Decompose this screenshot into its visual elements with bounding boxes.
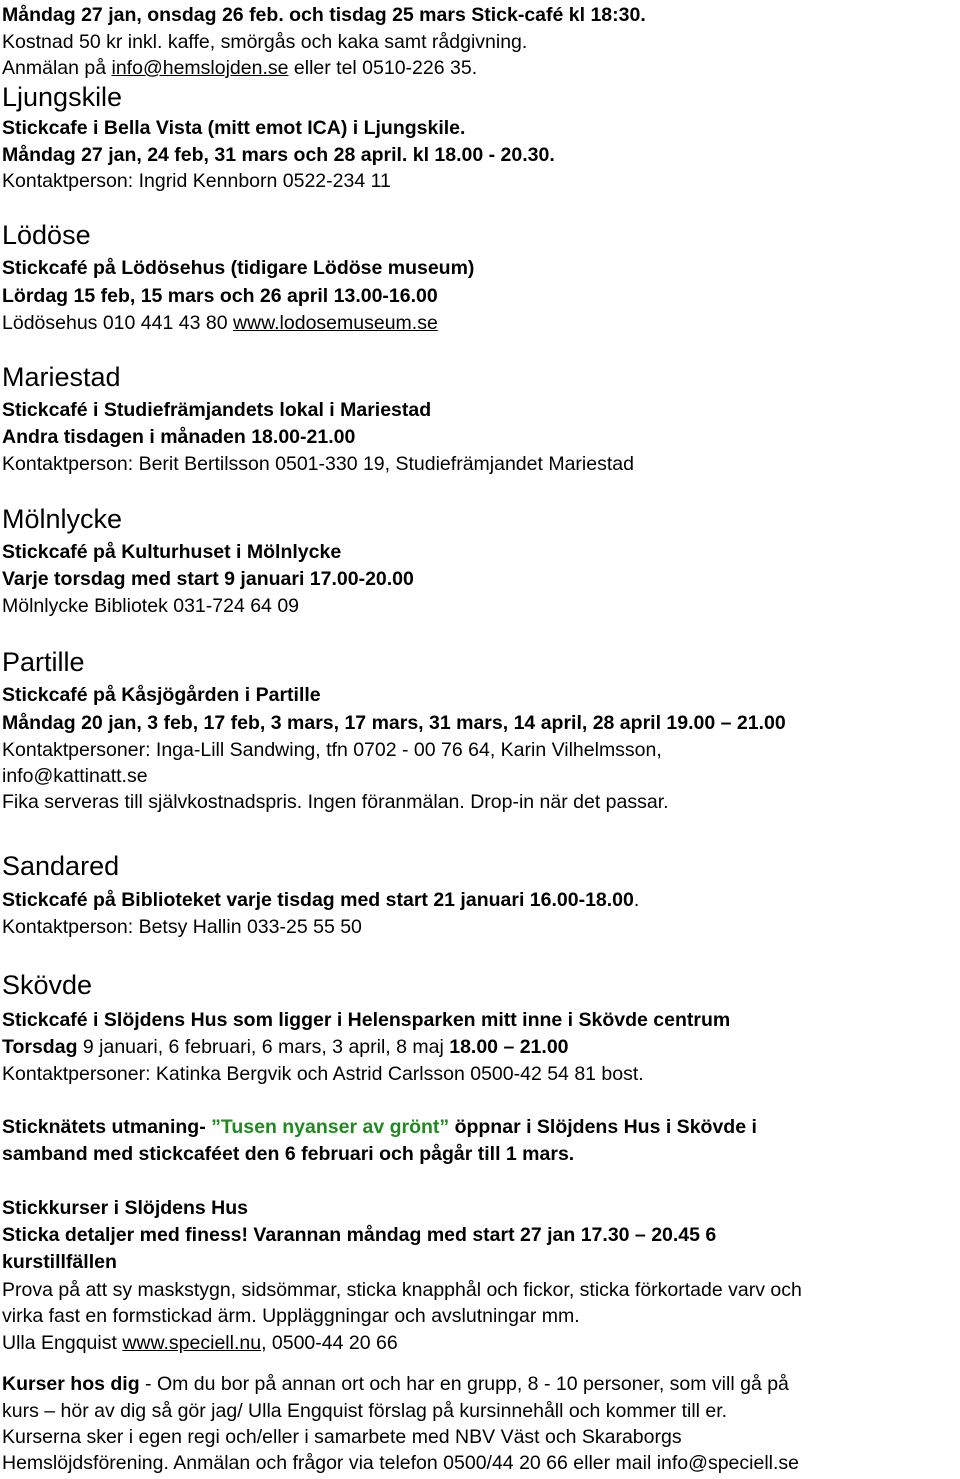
ljungskile-line-1: Stickcafe i Bella Vista (mitt emot ICA) i Ljungskile. — [2, 117, 466, 139]
sandared-line-2: Kontaktperson: Betsy Hallin 033-25 55 50 — [2, 916, 362, 938]
courses-line-1: Sticka detaljer med finess! Varannan måndag med start 27 jan 17.30 – 20.45 6 — [2, 1224, 717, 1246]
skovde-line-1: Stickcafé i Slöjdens Hus som ligger i Helensparken mitt inne i Skövde centrum — [2, 1009, 731, 1031]
partille-line-2: Måndag 20 jan, 3 feb, 17 feb, 3 mars, 17 mars, 31 mars, 14 april, 28 april 19.00 – 21.00 — [2, 712, 786, 734]
skovde-day: Torsdag — [2, 1036, 78, 1058]
partille-line-1: Stickcafé på Kåsjögården i Partille — [2, 684, 321, 706]
intro-line-2: Kostnad 50 kr inkl. kaffe, smörgås och kaka samt rådgivning. — [2, 31, 528, 53]
courses-heading: Stickkurser i Slöjdens Hus — [2, 1197, 249, 1219]
courses-line-3: Prova på att sy maskstygn, sidsömmar, sticka knapphål och fickor, sticka förkortade varv och — [2, 1279, 802, 1301]
partille-line-5: Fika serveras till självkostnadspris. Ingen föranmälan. Drop-in när det passar. — [2, 791, 669, 813]
link-speciell[interactable]: www.speciell.nu — [122, 1332, 262, 1354]
partille-email: info@kattinatt.se — [2, 765, 148, 787]
sandared-line-1 — [2, 887, 639, 913]
kurser-line-2: kurs – hör av dig så gör jag/ Ulla Engquist förslag på kursinnehåll och kommer till er. — [2, 1400, 728, 1422]
exhibition-title: ”Tusen nyanser av grönt” — [211, 1116, 450, 1138]
heading-skovde: Skövde — [2, 970, 93, 1000]
exhibition-suffix: öppnar i Slöjdens Hus i Skövde i — [449, 1116, 757, 1138]
lodose-line-1: Stickcafé på Lödösehus (tidigare Lödöse museum) — [2, 257, 475, 279]
skovde-line-2 — [2, 1034, 569, 1060]
courses-contact-phone: , 0500-44 20 66 — [261, 1332, 398, 1354]
skovde-line-3: Kontaktpersoner: Katinka Bergvik och Astrid Carlsson 0500-42 54 81 bost. — [2, 1063, 644, 1085]
email-link-hemslojden[interactable]: info@hemslojden.se — [111, 57, 289, 79]
courses-line-2: kurstillfällen — [2, 1251, 117, 1273]
partille-line-3: Kontaktpersoner: Inga-Lill Sandwing, tfn 0702 - 00 76 64, Karin Vilhelmsson, — [2, 739, 662, 761]
kurser-heading: Kurser hos dig — [2, 1373, 140, 1395]
sandared-line-1-tail: . — [633, 889, 640, 911]
courses-line-5 — [2, 1330, 398, 1356]
molnlycke-line-2: Varje torsdag med start 9 januari 17.00-20.00 — [2, 568, 414, 590]
lodose-line-2: Lördag 15 feb, 15 mars och 26 april 13.00-16.00 — [2, 285, 438, 307]
exhibition-prefix: Sticknätets utmaning- — [2, 1116, 212, 1138]
ljungskile-line-3: Kontaktperson: Ingrid Kennborn 0522-234 11 — [2, 170, 391, 192]
kurser-line-3: Kurserna sker i egen regi och/eller i samarbete med NBV Väst och Skaraborgs — [2, 1426, 682, 1448]
heading-partille: Partille — [2, 647, 85, 677]
mariestad-line-1: Stickcafé i Studiefrämjandets lokal i Mariestad — [2, 399, 432, 421]
molnlycke-line-1: Stickcafé på Kulturhuset i Mölnlycke — [2, 541, 342, 563]
ljungskile-line-2: Måndag 27 jan, 24 feb, 31 mars och 28 april. kl 18.00 - 20.30. — [2, 144, 555, 166]
courses-line-4: virka fast en formstickad ärm. Uppläggningar och avslutningar mm. — [2, 1305, 580, 1327]
exhibition-line-1 — [2, 1114, 757, 1140]
heading-lodose: Lödöse — [2, 220, 91, 250]
mariestad-line-2: Andra tisdagen i månaden 18.00-21.00 — [2, 426, 356, 448]
sandared-line-1-text: Stickcafé på Biblioteket varje tisdag med start 21 januari 16.00-18.00 — [2, 889, 634, 911]
intro-line-1: Måndag 27 jan, onsdag 26 feb. och tisdag 25 mars Stick-café kl 18:30. — [2, 4, 646, 26]
intro-line-3-prefix: Anmälan på — [2, 57, 112, 79]
skovde-time: 18.00 – 21.00 — [449, 1036, 569, 1058]
heading-mariestad: Mariestad — [2, 362, 121, 392]
kurser-line-4: Hemslöjdsförening. Anmälan och frågor via telefon 0500/44 20 66 eller mail info@speciell.se — [2, 1452, 799, 1474]
heading-ljungskile: Ljungskile — [2, 82, 123, 112]
heading-sandared: Sandared — [2, 851, 120, 881]
mariestad-line-3: Kontaktperson: Berit Bertilsson 0501-330 19, Studiefrämjandet Mariestad — [2, 453, 634, 475]
link-lodosemuseum[interactable]: www.lodosemuseum.se — [232, 312, 438, 334]
courses-contact-name: Ulla Engquist — [2, 1332, 123, 1354]
skovde-dates: 9 januari, 6 februari, 6 mars, 3 april, 8 maj — [77, 1036, 450, 1058]
molnlycke-line-3: Mölnlycke Bibliotek 031-724 64 09 — [2, 595, 300, 617]
exhibition-line-2: samband med stickcaféet den 6 februari och pågår till 1 mars. — [2, 1143, 575, 1165]
kurser-line-1-rest: - Om du bor på annan ort och har en grupp, 8 - 10 personer, som vill gå på — [139, 1373, 789, 1395]
intro-line-3-suffix: eller tel 0510-226 35. — [288, 57, 478, 79]
lodose-line-3 — [2, 310, 438, 336]
heading-molnlycke: Mölnlycke — [2, 504, 123, 534]
kurser-line-1 — [2, 1371, 789, 1397]
intro-line-3 — [2, 55, 477, 81]
lodose-phone: Lödösehus 010 441 43 80 — [2, 312, 233, 334]
